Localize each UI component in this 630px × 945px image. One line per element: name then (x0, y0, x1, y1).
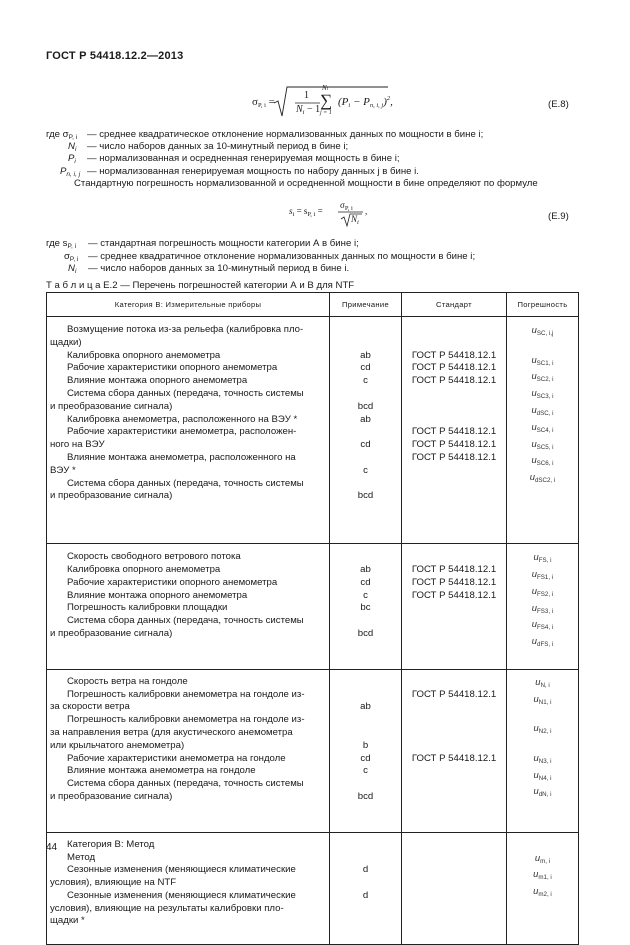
standard-value (402, 490, 506, 503)
standard-value (402, 839, 506, 852)
uncertainty-subscript: SC1, i (536, 359, 554, 367)
formula-e8-body: (P (338, 96, 349, 108)
uncertainty-subscript: N, i (540, 681, 550, 689)
uncertainty-letter: u (533, 551, 539, 563)
formula-e8-den-tail: − 1 (304, 104, 321, 115)
category-line: щадки * (50, 915, 85, 927)
document-header: ГОСТ Р 54418.12.2—2013 (46, 50, 184, 62)
category-line: Система сбора данных (передача, точность системы (67, 778, 304, 790)
column-header-uncertainty: Погрешность (507, 293, 579, 317)
def-symbol: P (68, 153, 75, 164)
uncertainty-symbol (507, 752, 578, 769)
formula-e8-body-mid: − P (350, 96, 370, 108)
standard-value (402, 915, 506, 928)
uncertainty-symbol (507, 618, 578, 635)
def-symbol-sub: n, i, j (66, 171, 81, 178)
category-line: Рабочие характеристики опорного анемометра (67, 576, 278, 588)
uncertainty-cell (507, 839, 579, 945)
standard-value (402, 903, 506, 916)
spacer-cell (330, 317, 402, 325)
note-value: cd (360, 752, 371, 764)
category-line: Влияние монтажа анемометра, расположенного на (67, 451, 296, 463)
formula-e8-power: 2 (386, 95, 391, 102)
note-value: c (363, 375, 368, 387)
uncertainty-letter: u (531, 324, 537, 335)
uncertainty-letter: u (531, 387, 537, 399)
note-value (330, 676, 401, 689)
note-value: ab (360, 349, 371, 361)
uncertainty-symbol (507, 652, 578, 665)
spacer-cell (47, 544, 330, 552)
standard-value (402, 628, 506, 641)
uncertainty-subscript: N1, i (538, 698, 552, 706)
table-group-row (47, 839, 579, 945)
def-text: — число наборов данных за 10-минутный период в бине i. (88, 263, 350, 274)
uncertainty-subscript: SC, i,j (536, 330, 554, 337)
category-line: и преобразование сигнала) (50, 400, 173, 412)
note-value (330, 778, 401, 791)
formula-e8-lhs-sub: P, i (257, 102, 266, 109)
category-line: щадки) (50, 336, 82, 348)
standard-value: ГОСТ Р 54418.12.1 (411, 589, 497, 601)
note-value: d (362, 864, 369, 876)
uncertainty-letter: u (531, 420, 537, 432)
formula-e8-tail: , (390, 96, 393, 108)
spacer-cell (47, 317, 330, 325)
uncertainty-symbol (507, 785, 578, 802)
uncertainty-subscript: FS4, i (537, 624, 554, 632)
def-symbol: N (68, 141, 75, 152)
def-text: — среднее квадратичное отклонение нормализованных данных по мощности в бине i; (88, 251, 476, 262)
uncertainty-letter: u (535, 675, 541, 687)
uncertainty-subscript: SC2, i (536, 376, 554, 384)
uncertainty-symbol (507, 769, 578, 786)
spacer-cell (330, 544, 402, 552)
uncertainty-letter: u (534, 851, 541, 863)
def-symbol: где σ (46, 129, 69, 140)
spacer-cell (507, 544, 579, 552)
uncertainty-letter: u (533, 751, 539, 763)
formula-e9 (289, 197, 399, 227)
table-group-row (47, 551, 579, 669)
formula-e8-numerator: 1 (304, 90, 309, 101)
category-line: или крыльчатого анемометра) (50, 739, 185, 751)
note-value (330, 478, 401, 491)
uncertainty-subscript: m1, i (538, 874, 552, 882)
uncertainty-symbol (507, 676, 578, 693)
standard-value (402, 791, 506, 804)
standard-value (402, 778, 506, 791)
category-line: за направления ветра (для акустического анемометра (50, 726, 293, 738)
formula-e8-den-sub: i (302, 109, 305, 116)
category-line: и преобразование сигнала) (50, 627, 173, 639)
uncertainty-symbol (507, 514, 578, 527)
uncertainty-symbol (507, 488, 578, 501)
uncertainty-subscript: N4, i (538, 774, 552, 782)
standard-cell (402, 551, 507, 669)
category-cell (47, 839, 330, 945)
note-value: ab (360, 413, 371, 425)
uncertainty-letter: u (533, 722, 539, 734)
uncertainty-letter: u (533, 768, 539, 780)
uncertainty-symbol (507, 551, 578, 568)
uncertainty-letter: u (531, 567, 538, 579)
uncertainty-cell (507, 676, 579, 832)
category-line: Рабочие характеристики анемометра, расположен- (67, 426, 297, 438)
table-header-row (47, 293, 579, 317)
standard-value (402, 727, 506, 740)
def-symbol: N (68, 263, 75, 274)
def-symbol-sub: P, i (68, 134, 78, 141)
standard-value: ГОСТ Р 54418.12.1 (411, 563, 497, 575)
category-line: Система сбора данных (передача, точность системы (67, 477, 304, 489)
formula-e8-sum-bottom: j = 1 (320, 110, 332, 116)
column-header-standard: Стандарт (402, 293, 507, 317)
note-cell (330, 676, 402, 832)
standard-value (402, 602, 506, 615)
note-value: d (362, 889, 369, 901)
uncertainty-letter: u (531, 437, 537, 449)
formula-e8-body-sub1: i (348, 102, 351, 109)
table-spacer-row (47, 544, 579, 552)
def-text: — стандартная погрешность мощности категории А в бине i; (88, 238, 359, 249)
uncertainty-symbol (507, 421, 578, 438)
def-symbol-sub: i (74, 268, 77, 275)
standard-value (402, 864, 506, 877)
def-symbol: σ (64, 251, 70, 262)
category-line: Погрешность калибровки площадки (67, 602, 228, 614)
uncertainty-letter: u (533, 785, 539, 797)
note-value (330, 852, 401, 865)
note-value (330, 337, 401, 350)
category-line: Погрешность калибровки анемометра на гондоле из- (67, 714, 305, 726)
note-value (330, 615, 401, 628)
uncertainty-subscript: SC5, i (536, 443, 554, 451)
category-line: Влияние монтажа опорного анемометра (67, 375, 248, 387)
uncertainty-subscript: dSC, i (536, 409, 554, 417)
uncertainty-symbol (507, 526, 578, 539)
standard-value (402, 701, 506, 714)
uncertainty-symbol (507, 404, 578, 421)
formula-e8: $\sigma_{P, i}$ = 1 $N_i - 1$ Ni ∑ j = 1 $(P_i - P_{n, i, j})^2$, (252, 84, 412, 122)
standard-value (402, 890, 506, 903)
category-line: условия), влияющие на NTF (50, 877, 177, 889)
standard-value (402, 414, 506, 427)
uncertainty-symbol (507, 568, 578, 585)
note-value (330, 903, 401, 916)
formula-e9-eq1: = s (294, 206, 308, 216)
uncertainty-symbol (507, 722, 578, 739)
uncertainty-symbol (507, 927, 578, 940)
uncertainty-symbol (507, 802, 578, 815)
note-value (330, 714, 401, 727)
formula-e9-eq2: = (315, 206, 323, 216)
note-value: bc (360, 602, 371, 614)
def-text: — число наборов данных за 10-минутный период в бине i; (87, 141, 349, 152)
def-text: — среднее квадратическое отклонение нормализованных данных по мощности в бине i; (87, 129, 484, 140)
table-group-row (47, 324, 579, 544)
formula-e9-eq1-sub: P, i (307, 211, 316, 218)
standard-value: ГОСТ Р 54418.12.1 (411, 688, 497, 700)
uncertainty-symbol (507, 635, 578, 652)
uncertainty-symbol (507, 815, 578, 828)
uncertainty-subscript: dSC2, i (534, 477, 556, 485)
note-value: c (363, 464, 368, 476)
uncertainty-subscript: FS, i (538, 557, 552, 565)
equation-number-e9: (E.9) (548, 211, 569, 222)
uncertainty-cell (507, 324, 579, 544)
table-spacer-row (47, 317, 579, 325)
standard-value (402, 740, 506, 753)
uncertainty-letter: u (533, 692, 539, 704)
uncertainty-subscript: FS1, i (537, 573, 554, 581)
def-symbol-sub: P, i (67, 243, 77, 250)
note-value: cd (360, 576, 371, 588)
standard-value: ГОСТ Р 54418.12.1 (411, 375, 497, 387)
category-cell (47, 324, 330, 544)
formula-e9-den-sub: i (357, 219, 359, 226)
uncertainty-symbol (507, 387, 578, 404)
uncertainty-subscript: m2, i (538, 891, 552, 899)
standard-value (402, 714, 506, 727)
def-text: — нормализованная и осредненная генерируемая мощность в бине i; (87, 153, 400, 164)
standard-value (402, 676, 506, 689)
formula-e9-lhs: s (289, 206, 293, 216)
formula-e8-sum-top-sub: i (326, 87, 329, 92)
uncertainty-letter: u (531, 618, 538, 630)
category-line: Сезонные изменения (меняющиеся климатические (67, 889, 296, 901)
standard-value (402, 324, 506, 337)
uncertainty-symbol (507, 885, 578, 902)
note-value (330, 388, 401, 401)
note-value (330, 839, 401, 852)
sum-icon: ∑ (320, 91, 333, 110)
note-value: ab (360, 563, 371, 575)
standard-value: ГОСТ Р 54418.12.1 (411, 451, 497, 463)
equation-number-e8: (E.8) (548, 99, 569, 110)
uncertainty-letter: u (529, 471, 535, 483)
uncertainty-letter: u (531, 601, 538, 613)
uncertainty-letter: u (533, 885, 539, 897)
standard-value (402, 337, 506, 350)
uncertainty-subscript: FS3, i (537, 607, 554, 615)
table-caption: Т а б л и ц а Е.2 — Перечень погрешностей категории А и В для NTF (46, 280, 355, 291)
note-cell (330, 839, 402, 945)
uncertainty-symbol (507, 341, 578, 354)
formula-e9-den: N (351, 214, 358, 224)
category-line: Калибровка анемометра, расположенного на ВЭУ * (67, 413, 298, 425)
def-symbol: P (60, 166, 67, 177)
standard-value: ГОСТ Р 54418.12.1 (411, 439, 497, 451)
uncertainty-table (46, 292, 579, 945)
category-line: Скорость свободного ветрового потока (67, 551, 241, 563)
spacer-cell (402, 544, 507, 552)
spacer-cell (402, 317, 507, 325)
uncertainty-cell (507, 551, 579, 669)
uncertainty-subscript: SC3, i (536, 393, 554, 401)
def-text: — нормализованная генерируемая мощность по набору данных j в бине i. (87, 166, 419, 177)
category-line: ного на ВЭУ (50, 439, 105, 451)
category-cell (47, 676, 330, 832)
uncertainty-symbol (507, 438, 578, 455)
note-value (330, 551, 401, 564)
uncertainty-subscript: dFS, i (537, 641, 554, 649)
uncertainty-subscript: SC6, i (536, 460, 554, 468)
note-value: bcd (357, 490, 374, 502)
formula-e9-tail: , (365, 206, 368, 216)
category-line: за скорости ветра (50, 701, 130, 713)
category-line: Система сбора данных (передача, точность системы (67, 387, 304, 399)
uncertainty-symbol (507, 739, 578, 752)
standard-value (402, 401, 506, 414)
uncertainty-letter: u (531, 353, 537, 365)
category-line: Калибровка опорного анемометра (67, 349, 221, 361)
category-line: Сезонные изменения (меняющиеся климатические (67, 864, 296, 876)
uncertainty-letter: u (531, 370, 537, 382)
note-value: bcd (357, 627, 374, 639)
note-value: bcd (357, 400, 374, 412)
category-line: Категория В: Метод (67, 838, 155, 850)
uncertainty-symbol (507, 354, 578, 371)
uncertainty-symbol (507, 602, 578, 619)
uncertainty-symbol (507, 852, 578, 869)
note-value: b (362, 739, 369, 751)
category-line: ВЭУ * (50, 464, 76, 476)
note-value: c (363, 589, 368, 601)
formula-e8-body-sub2: n, i, j (369, 102, 384, 109)
category-line: Метод (67, 851, 96, 863)
category-line: Влияние монтажа анемометра на гондоле (67, 765, 256, 777)
category-line: Погрешность калибровки анемометра на гондоле из- (67, 688, 305, 700)
uncertainty-symbol (507, 324, 578, 341)
category-line: Рабочие характеристики анемометра на гондоле (67, 752, 286, 764)
category-line: и преобразование сигнала) (50, 790, 173, 802)
uncertainty-symbol (507, 868, 578, 885)
standard-value (402, 615, 506, 628)
standard-value: ГОСТ Р 54418.12.1 (411, 362, 497, 374)
standard-cell (402, 839, 507, 945)
note-value (330, 689, 401, 702)
formula-e8-lhs: σ (252, 96, 258, 108)
note-cell (330, 324, 402, 544)
note-value: cd (360, 362, 371, 374)
column-header-note: Примечание (330, 293, 402, 317)
standard-value: ГОСТ Р 54418.12.1 (411, 426, 497, 438)
note-value (330, 324, 401, 337)
standard-value (402, 877, 506, 890)
standard-value (402, 852, 506, 865)
formula-e9-num-sub: P, i (344, 205, 353, 212)
formula-e8-sum-top: N (322, 84, 327, 92)
category-line: Влияние монтажа опорного анемометра (67, 589, 248, 601)
uncertainty-symbol (507, 693, 578, 710)
note-value: ab (360, 701, 371, 713)
uncertainty-letter: u (533, 868, 539, 880)
table-group-row (47, 676, 579, 832)
standard-value (402, 765, 506, 778)
formula-e9-num: σ (340, 200, 345, 210)
note-value (330, 915, 401, 928)
note-cell (330, 551, 402, 669)
uncertainty-subscript: N3, i (538, 757, 552, 765)
page-number: 44 (46, 842, 58, 853)
paragraph-e9-intro: Стандартную погрешность нормализованной и осредненной мощности в бине определяют по формуле (74, 178, 538, 189)
standard-value: ГОСТ Р 54418.12.1 (411, 576, 497, 588)
uncertainty-letter: u (531, 635, 538, 647)
standard-value: ГОСТ Р 54418.12.1 (411, 752, 497, 764)
formula-e8-body-end: ) (383, 96, 387, 108)
category-line: и преобразование сигнала) (50, 490, 173, 502)
column-header-category: Категория В: Измерительные приборы (47, 293, 330, 317)
uncertainty-subscript: SC4, i (536, 426, 554, 434)
standard-cell (402, 676, 507, 832)
uncertainty-symbol (507, 709, 578, 722)
uncertainty-subscript: FS2, i (537, 590, 554, 598)
formula-e9-lhs-sub: i (292, 211, 295, 218)
spacer-cell (507, 317, 579, 325)
uncertainty-letter: u (531, 584, 538, 596)
standard-value: ГОСТ Р 54418.12.1 (411, 349, 497, 361)
uncertainty-subscript: m, i (540, 857, 551, 865)
category-line: Калибровка опорного анемометра (67, 563, 221, 575)
standard-value (402, 388, 506, 401)
def-e9-n (68, 263, 350, 278)
category-cell (47, 551, 330, 669)
category-line: Скорость ветра на гондоле (67, 675, 188, 687)
note-value (330, 426, 401, 439)
standard-value (402, 478, 506, 491)
def-symbol: где s (46, 238, 68, 249)
uncertainty-letter: u (531, 403, 537, 415)
uncertainty-symbol (507, 839, 578, 852)
category-line: Рабочие характеристики опорного анемометра (67, 362, 278, 374)
uncertainty-symbol (507, 915, 578, 928)
note-value (330, 727, 401, 740)
def-symbol-sub: i (74, 158, 76, 165)
standard-cell (402, 324, 507, 544)
uncertainty-symbol (507, 585, 578, 602)
standard-value (402, 551, 506, 564)
note-value (330, 877, 401, 890)
uncertainty-symbol (507, 471, 578, 488)
category-line: условия), влияющие на результаты калибровки пло- (50, 902, 284, 914)
note-value: bcd (357, 790, 374, 802)
uncertainty-subscript: dN, i (538, 791, 552, 799)
standard-value (402, 465, 506, 478)
uncertainty-symbol (507, 501, 578, 514)
uncertainty-symbol (507, 454, 578, 471)
formula-e8-denominator: N (296, 104, 303, 115)
note-value: c (363, 765, 368, 777)
note-value (330, 452, 401, 465)
uncertainty-symbol (507, 370, 578, 387)
uncertainty-letter: u (531, 454, 537, 466)
def-symbol-sub: P, i (69, 256, 79, 263)
category-line: Система сбора данных (передача, точность системы (67, 615, 304, 627)
note-value: cd (360, 439, 371, 451)
category-line: Возмущение потока из-за рельефа (калибровка пло- (67, 324, 304, 335)
def-symbol-sub: i (74, 146, 77, 153)
uncertainty-subscript: N2, i (538, 728, 552, 736)
